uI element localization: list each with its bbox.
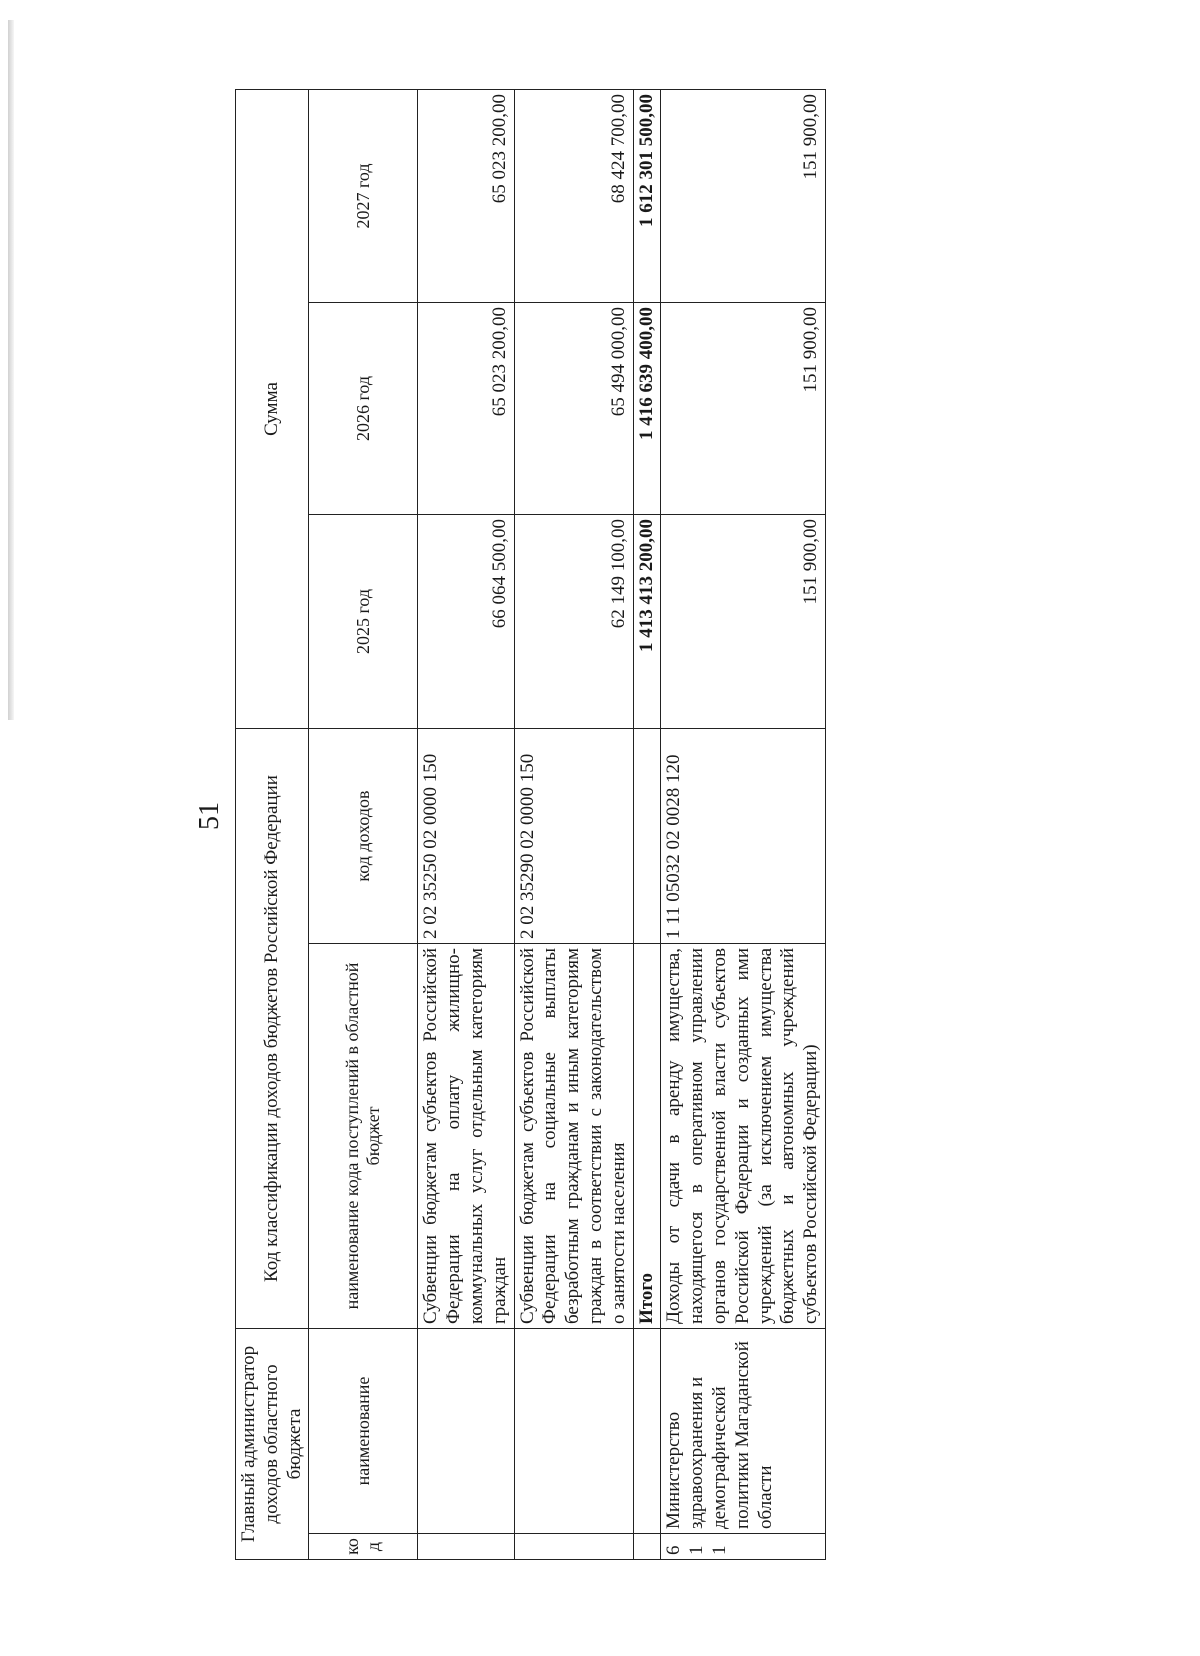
cell-total-2025: 1 413 413 200,00 xyxy=(633,515,661,729)
header-admin-group: Главный администратор доходов областного бюджета xyxy=(236,1329,309,1560)
table-row xyxy=(661,90,826,1560)
header-year-2026: 2026 год xyxy=(309,303,418,515)
header-year-2027: 2027 год xyxy=(309,90,418,303)
cell-income-code xyxy=(633,729,661,944)
cell-total-2027: 1 612 301 500,00 xyxy=(633,90,661,303)
cell-amount-2027: 65 023 200,00 xyxy=(418,90,514,303)
cell-code xyxy=(418,1534,514,1560)
income-table xyxy=(235,89,826,1560)
rotated-table-block xyxy=(235,90,935,1560)
header-year-2025: 2025 год xyxy=(309,515,418,729)
cell-income-code: 2 02 35250 02 0000 150 xyxy=(418,729,514,944)
cell-code xyxy=(633,1534,661,1560)
cell-admin: Министерство здравоохранения и демографической политики Магаданской области xyxy=(661,1329,826,1534)
cell-income-name: Субвенции бюджетам субъектов Российской Федерации на социальные выплаты безработным гражданам и иным категориям граждан в соответствии с законодательством о занятости населения xyxy=(514,944,633,1329)
cell-amount-2025: 151 900,00 xyxy=(661,515,826,729)
header-row-2 xyxy=(309,90,418,1560)
cell-amount-2027: 68 424 700,00 xyxy=(514,90,633,303)
header-income-code: код доходов xyxy=(309,729,418,944)
page-number: 51 xyxy=(194,802,225,830)
header-row-1 xyxy=(236,90,309,1560)
cell-income-name: Доходы от сдачи в аренду имущества, находящегося в оперативном управлении органов государственной власти субъектов Российской Федерации и созданных ими учреждений (за исключением имущества бюджетных и автономных учреждений субъектов Российской Федерации) xyxy=(661,944,826,1329)
cell-amount-2025: 62 149 100,00 xyxy=(514,515,633,729)
cell-admin xyxy=(514,1329,633,1534)
header-classification-group: Код классификации доходов бюджетов Российской Федерации xyxy=(236,729,309,1329)
cell-amount-2026: 65 494 000,00 xyxy=(514,303,633,515)
cell-amount-2027: 151 900,00 xyxy=(661,90,826,303)
cell-total-label: Итого xyxy=(633,944,661,1329)
cell-admin xyxy=(418,1329,514,1534)
table-row xyxy=(514,90,633,1560)
cell-admin xyxy=(633,1329,661,1534)
cell-income-code: 2 02 35290 02 0000 150 xyxy=(514,729,633,944)
cell-code: 611 xyxy=(661,1534,826,1560)
scan-edge xyxy=(8,20,14,720)
cell-total-2026: 1 416 639 400,00 xyxy=(633,303,661,515)
header-name: наименование xyxy=(309,1329,418,1534)
cell-amount-2026: 65 023 200,00 xyxy=(418,303,514,515)
table-row xyxy=(418,90,514,1560)
header-code: код xyxy=(309,1534,418,1560)
cell-income-code: 1 11 05032 02 0028 120 xyxy=(661,729,826,944)
cell-income-name: Субвенции бюджетам субъектов Российской Федерации на оплату жилищно-коммунальных услуг отдельным категориям граждан xyxy=(418,944,514,1329)
header-income-name: наименование кода поступлений в областной бюджет xyxy=(309,944,418,1329)
cell-code xyxy=(514,1534,633,1560)
header-sum-group: Сумма xyxy=(236,90,309,729)
cell-amount-2026: 151 900,00 xyxy=(661,303,826,515)
total-row xyxy=(633,90,661,1560)
cell-amount-2025: 66 064 500,00 xyxy=(418,515,514,729)
